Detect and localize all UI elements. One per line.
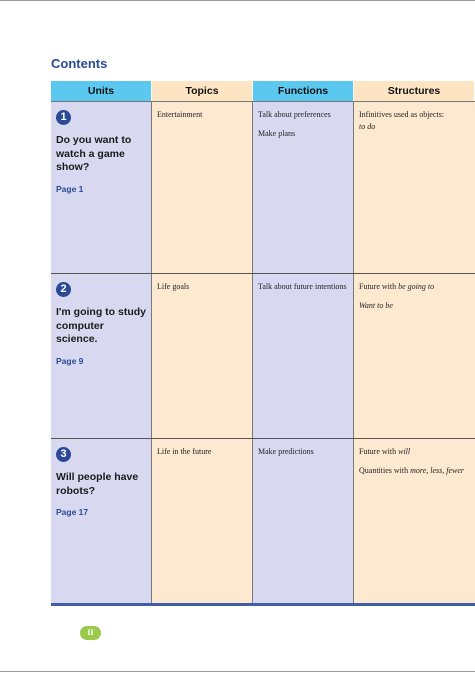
function-item: Talk about future intentions [258,282,347,291]
unit-title: Will people have robots? [56,471,139,497]
structure-item [359,446,470,458]
functions-cell [253,102,354,273]
structure-italic: will [398,447,411,456]
structure-item [359,109,470,132]
unit-number-badge: 3 [56,447,71,462]
unit-number-badge: 1 [56,110,71,125]
page-title: Contents [51,56,108,71]
functions-cell [253,274,354,438]
structure-item [359,281,470,293]
structure-italic: to do [359,121,376,131]
structure-item [359,465,470,477]
function-item: Make plans [258,128,296,138]
function-item: Talk about preferences [258,110,331,119]
table-header [51,81,475,101]
table-row [51,439,475,606]
unit-cell [51,439,152,603]
unit-page-link[interactable]: Page 1 [56,183,84,194]
page-number-badge: II [80,626,101,640]
structure-italic: more, less, fewer [410,465,465,475]
topic-text: Entertainment [157,110,203,119]
table-row [51,274,475,439]
topic-cell [152,102,253,273]
contents-table [51,81,475,606]
structures-cell [354,439,475,603]
topic-text: Life in the future [157,447,212,456]
unit-cell [51,274,152,438]
unit-number-badge: 2 [56,282,71,297]
unit-title: I'm going to study computer science. [56,306,146,345]
structure-text: Quantities with [359,465,411,475]
top-rule [0,0,475,1]
unit-cell [51,102,152,273]
structure-text: Future with [359,447,399,456]
structure-italic: Want to be [359,300,393,310]
table-row [51,101,475,274]
structure-italic: be going to [398,282,435,291]
structure-item [359,300,470,312]
unit-page-link[interactable]: Page 17 [56,507,89,517]
header-structures: Structures [354,81,475,101]
function-item: Make predictions [258,447,314,456]
structures-cell [354,274,475,438]
topic-text: Life goals [157,282,190,291]
header-functions: Functions [253,81,354,101]
unit-page-link[interactable]: Page 9 [56,355,84,366]
structures-cell [354,102,475,273]
functions-cell [253,439,354,603]
header-topics: Topics [152,81,253,101]
topic-cell [152,439,253,603]
header-units: Units [51,81,152,101]
structure-text: Infinitives used as objects: [359,110,445,119]
topic-cell [152,274,253,438]
structure-text: Future with [359,282,399,291]
bottom-rule [0,671,475,672]
unit-title: Do you want to watch a game show? [56,134,132,173]
